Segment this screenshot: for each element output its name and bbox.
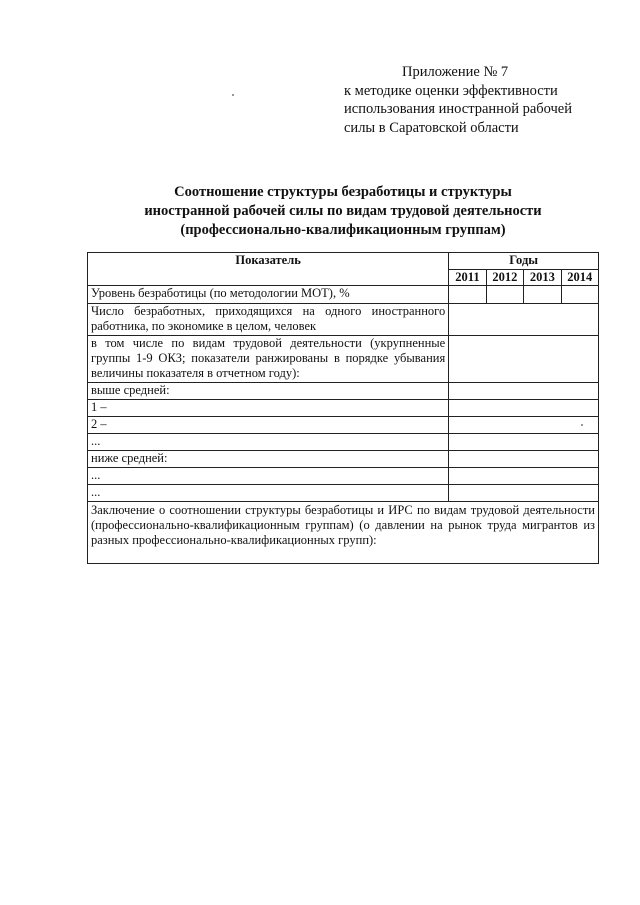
table-row: [88, 417, 599, 434]
row-below-average: ниже средней:: [88, 451, 449, 468]
indicators-table: [87, 252, 599, 564]
year-2011: 2011: [449, 270, 486, 286]
conclusion-cell: Заключение о соотношении структуры безработицы и ИРС по видам трудовой деятельности (профессионально-квалификационным группам) (о давлении на рынок труда мигрантов из разных профессионально-квалификационных групп):: [88, 502, 599, 564]
header-years: Годы: [449, 253, 599, 270]
year-2012: 2012: [486, 270, 523, 286]
year-2014: 2014: [561, 270, 598, 286]
empty-cell: [449, 400, 599, 417]
empty-cell: [449, 336, 599, 383]
row-ellipsis-2: ...: [88, 468, 449, 485]
row-above-average: выше средней:: [88, 383, 449, 400]
empty-cell: [449, 383, 599, 400]
table-row: [88, 304, 599, 336]
table-row: [88, 451, 599, 468]
scan-speck: [581, 424, 583, 426]
empty-cell: [449, 451, 599, 468]
row-item-1: 1 –: [88, 400, 449, 417]
document-title: [80, 183, 606, 240]
appendix-header: [344, 63, 614, 137]
row-unemployment-rate: Уровень безработицы (по методологии МОТ), %: [88, 286, 449, 304]
table-row: [88, 400, 599, 417]
table-row: [88, 286, 599, 304]
table-row: [88, 485, 599, 502]
year-2013: 2013: [524, 270, 561, 286]
title-line-2: иностранной рабочей силы по видам трудовой деятельности: [144, 203, 542, 219]
empty-cell: [449, 485, 599, 502]
row-unemployed-per-foreign-worker: Число безработных, приходящихся на одного иностранного работника, по экономике в целом, человек: [88, 304, 449, 336]
row-by-activity-types: в том числе по видам трудовой деятельности (укрупненные группы 1-9 ОКЗ; показатели ранжированы в порядке убывания величины показателя в отчетном году):: [88, 336, 449, 383]
empty-cell: [524, 286, 561, 304]
table-row: [88, 383, 599, 400]
row-ellipsis-3: ...: [88, 485, 449, 502]
table-row: [88, 502, 599, 564]
table-header-row: [88, 253, 599, 270]
empty-cell: [561, 286, 598, 304]
empty-cell: [449, 286, 486, 304]
empty-cell: [449, 434, 599, 451]
appendix-line-4: силы в Саратовской области: [344, 119, 519, 136]
title-line-1: Соотношение структуры безработицы и структуры: [174, 184, 512, 200]
scan-speck: [232, 94, 234, 96]
header-indicator: Показатель: [88, 253, 449, 286]
appendix-number: Приложение № 7: [402, 64, 509, 80]
table-row: [88, 468, 599, 485]
table-row: [88, 336, 599, 383]
row-ellipsis-1: ...: [88, 434, 449, 451]
row-item-2: 2 –: [88, 417, 449, 434]
appendix-line-2: к методике оценки эффективности: [344, 82, 558, 99]
empty-cell: [449, 304, 599, 336]
empty-cell: [449, 468, 599, 485]
appendix-line-3: использования иностранной рабочей: [344, 101, 573, 117]
title-line-3: (профессионально-квалификационным группам): [180, 222, 506, 238]
empty-cell: [486, 286, 523, 304]
table-row: [88, 434, 599, 451]
empty-cell: [449, 417, 599, 434]
